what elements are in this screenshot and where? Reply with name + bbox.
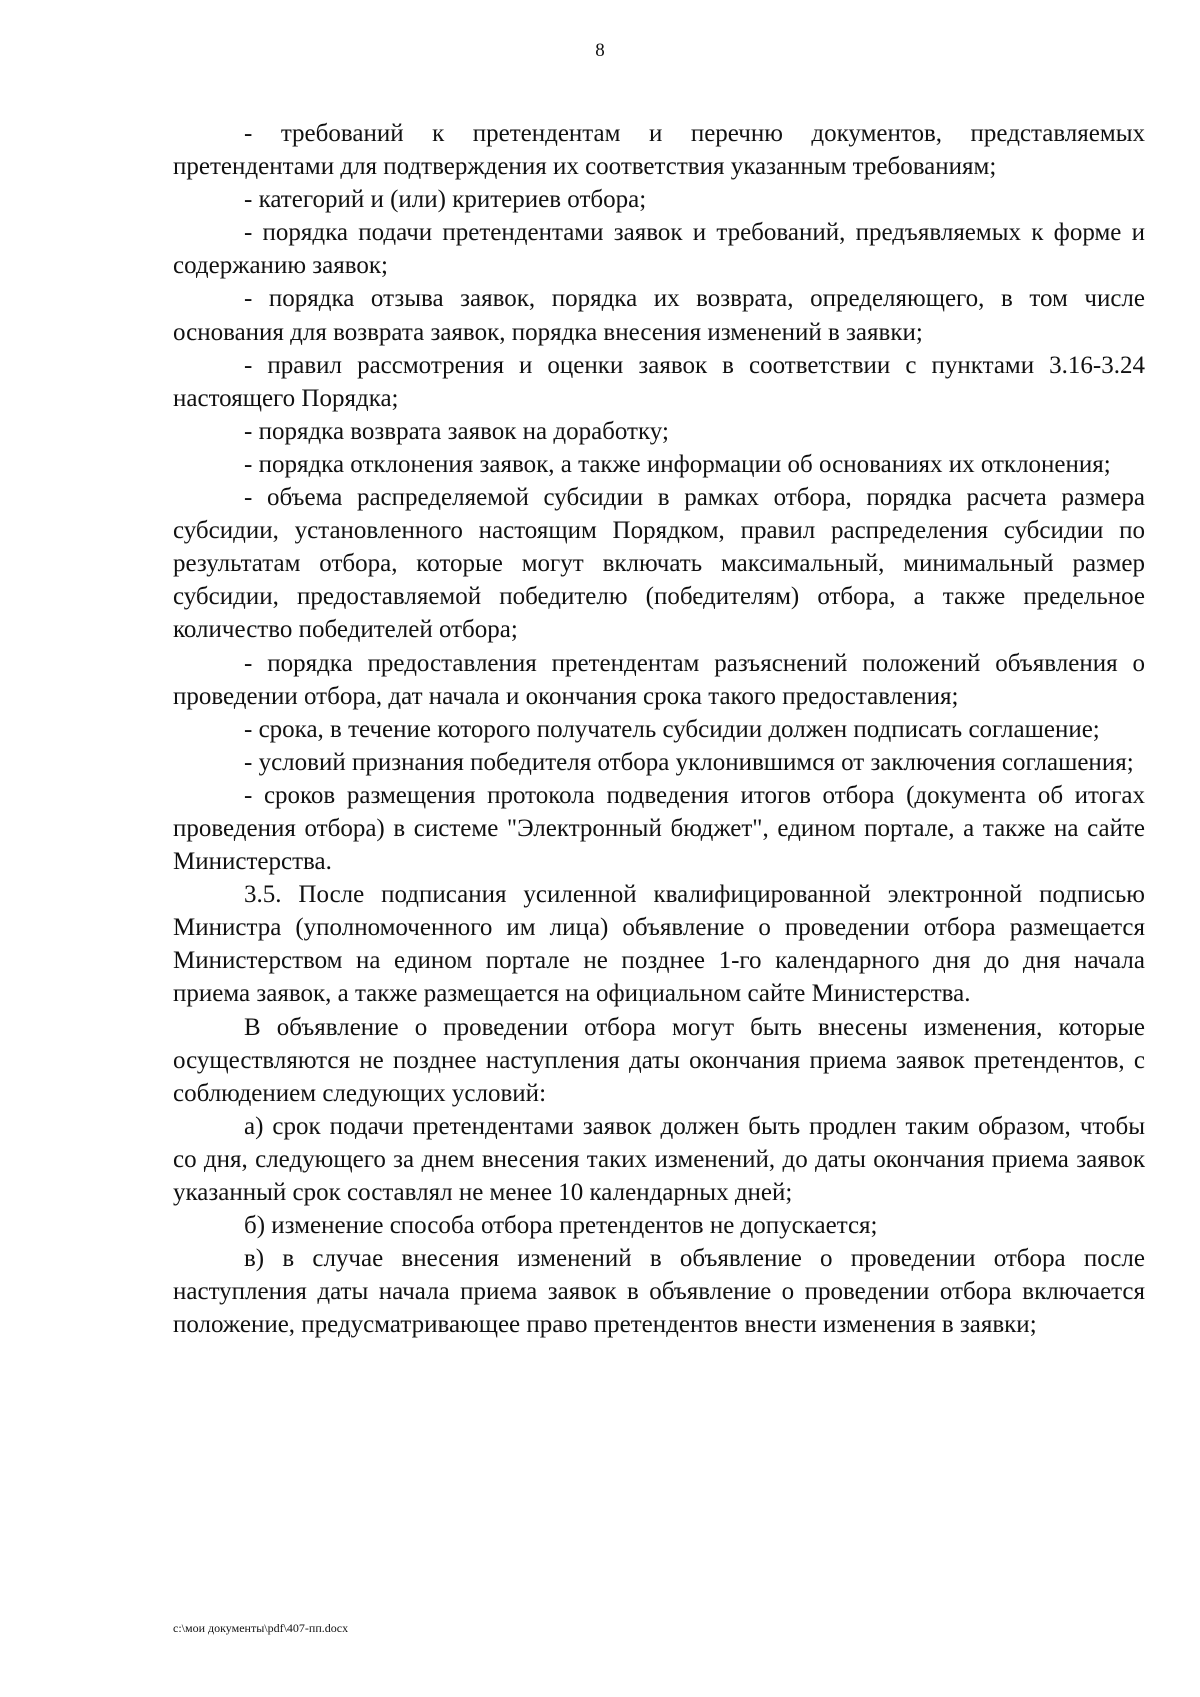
paragraph: 3.5. После подписания усиленной квалифицированной электронной подписью Министра (уполномоченного им лица) объявление о проведении отбора размещается Министерством на едином портале не позднее 1-го календарного дня до дня начала приема заявок, а также размещается на официальном сайте Министерства. [173,881,1145,1008]
paragraph: - сроков размещения протокола подведения итогов отбора (документа об итогах проведения отбора) в системе "Электронный бюджет", едином портале, а также на сайте Министерства. [173,781,1145,876]
paragraph: - порядка подачи претендентами заявок и требований, предъявляемых к форме и содержанию заявок; [173,219,1145,280]
paragraph: В объявление о проведении отбора могут быть внесены изменения, которые осуществляются не позднее наступления даты окончания приема заявок претендентов, с соблюдением следующих условий: [173,1013,1145,1107]
paragraph: б) изменение способа отбора претендентов не допускается; [244,1212,878,1240]
paragraph: в) в случае внесения изменений в объявление о проведении отбора после наступления даты начала приема заявок в объявление о проведении отбора включается положение, предусматривающее право претендентов внести изменения в заявки; [173,1245,1145,1339]
paragraph: - порядка возврата заявок на доработку; [244,417,669,445]
footer-file-path: c:\мои документы\pdf\407-пп.docx [173,1621,349,1635]
paragraph: - срока, в течение которого получатель субсидии должен подписать соглашение; [244,715,1100,743]
paragraph: а) срок подачи претендентами заявок должен быть продлен таким образом, чтобы со дня, следующего за днем внесения таких изменений, до даты окончания приема заявок указанный срок составлял не менее 10 календарных дней; [173,1112,1145,1206]
document-body [173,117,1145,1341]
paragraph: - требований к претендентам и перечню документов, представляемых претендентами для подтверждения их соответствия указанным требованиям; [173,120,1145,181]
paragraph: - объема распределяемой субсидии в рамках отбора, порядка расчета размера субсидии, установленного настоящим Порядком, правил распределения субсидии по результатам отбора, которые могут включать максимальный, минимальный размер субсидии, предоставляемой победителю (победителям) отбора, а также предельное количество победителей отбора; [173,484,1145,644]
page-number: 8 [595,40,605,61]
paragraph: - порядка отзыва заявок, порядка их возврата, определяющего, в том числе основания для возврата заявок, порядка внесения изменений в заявки; [173,285,1145,346]
paragraph: - порядка предоставления претендентам разъяснений положений объявления о проведении отбора, дат начала и окончания срока такого предоставления; [173,649,1145,710]
paragraph: - порядка отклонения заявок, а также информации об основаниях их отклонения; [244,450,1111,478]
paragraph: - условий признания победителя отбора уклонившимся от заключения соглашения; [244,748,1134,776]
paragraph: - правил рассмотрения и оценки заявок в соответствии с пунктами 3.16-3.24 настоящего Порядка; [173,351,1145,412]
paragraph: - категорий и (или) критериев отбора; [244,186,647,214]
